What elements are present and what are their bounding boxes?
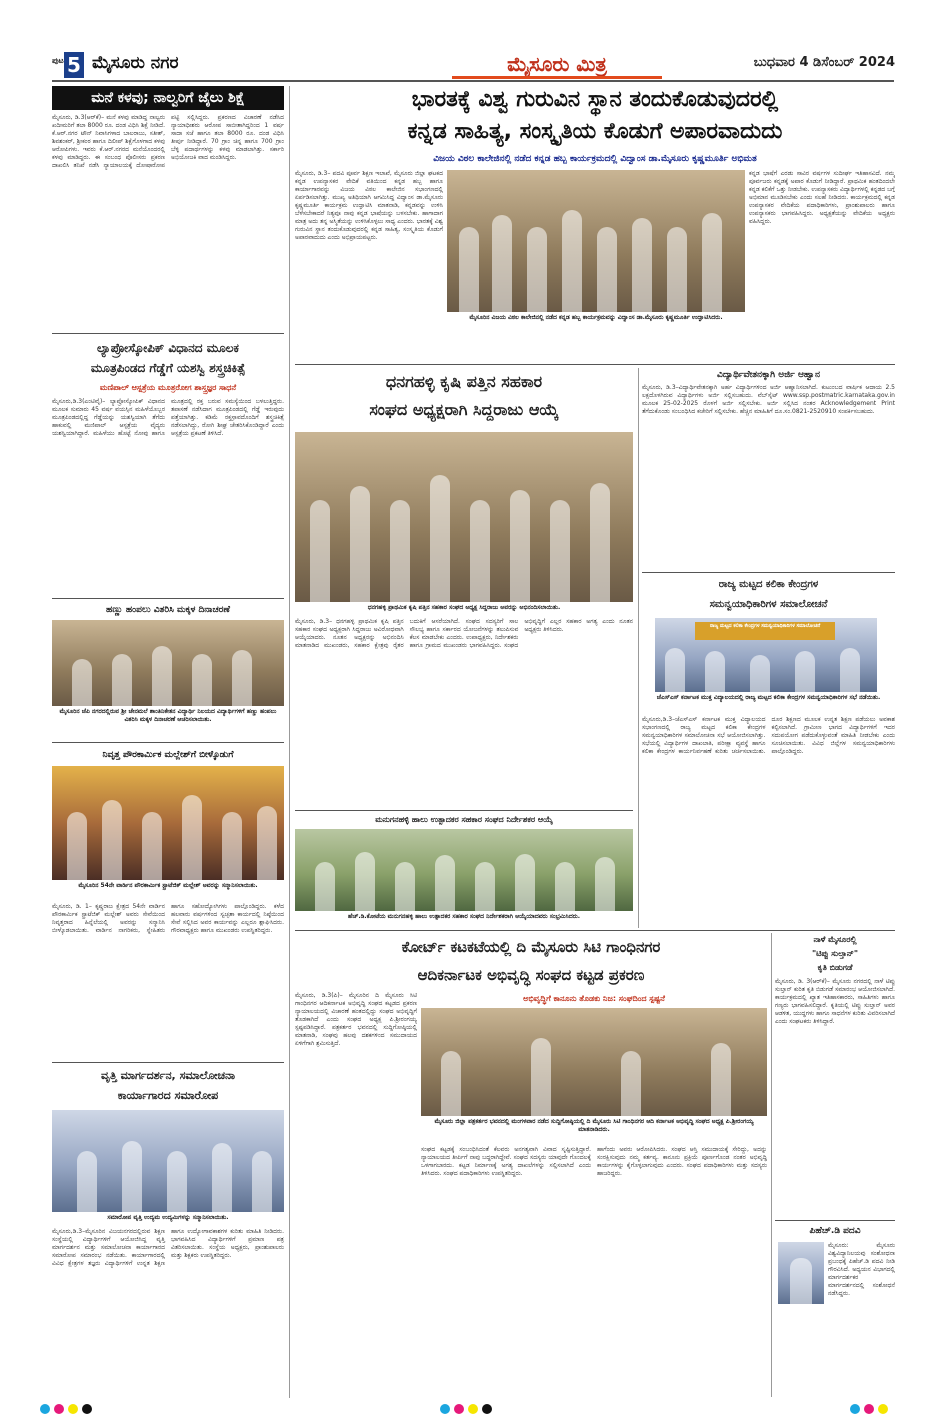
- phd-headline: ಪಿಹೆಚ್.ಡಿ ಪದವಿ: [809, 1226, 861, 1236]
- newspaper-name: ಮೈಸೂರು ಮಿತ್ರ: [507, 52, 607, 76]
- tippu-headline-line3: ಕೃತಿ ಬಿಡುಗಡೆ: [817, 963, 853, 972]
- teachers-caption: ಜೆಎಸ್‌ಎಸ್ ಕರ್ನಾಟಕ ಮುಕ್ತ ವಿದ್ಯಾಲಯದಲ್ಲಿ ರಾಜ್ಯ ಮಟ್ಟದ ಕಲಿಕಾ ಕೇಂದ್ರಗಳ ಸಮನ್ವಯಾಧಿಕಾರಿಗಳ ಸಭೆ ನಡೆಯಿತು.: [656, 694, 881, 701]
- page-number: 5: [64, 52, 84, 78]
- career-caption: ಸಮಾರೋಪ ವೃತ್ತಿ ಉದ್ಯಮ ಉದ್ಯಮಿಗಳನ್ನು ಸನ್ಮಾನಿಸಲಾಯಿತು.: [107, 1214, 229, 1221]
- divider: [295, 930, 895, 931]
- scholarship-body: ಮೈಸೂರು, ಡಿ.3–ವಿದ್ಯಾರ್ಥಿವೇತನಕ್ಕಾಗಿ ಅರ್ಹ ವಿದ್ಯಾರ್ಥಿಗಳಿಂದ ಅರ್ಜಿ ಆಹ್ವಾನಿಸಲಾಗಿದೆ. ಕುಟುಂಬದ ವಾರ್ಷಿಕ ಆದಾಯ 2.5 ಲಕ್ಷದೊಳಗಿರುವ ವಿದ್ಯಾರ್ಥಿಗಳು ಅರ್ಜಿ ಸಲ್ಲಿಸಬಹುದು. ವೆಬ್‌ಸೈಟ್ www.ssp.postmatric.karnataka.gov.in ಮೂಲಕ 25-02-2025 ರೊಳಗೆ ಅರ್ಜಿ ಸಲ್ಲಿಸಬೇಕು. ಅರ್ಜಿ ಸಲ್ಲಿಸಿದ ನಂತರ Acknowledgement Print ತೆಗೆದುಕೊಂಡು ಸಂಬಂಧಿಸಿದ ಕಚೇರಿಗೆ ಸಲ್ಲಿಸಬೇಕು. ಹೆಚ್ಚಿನ ಮಾಹಿತಿಗೆ ದೂ.ಸಂ.0821-2520910 ಸಂಪರ್ಕಿಸಬಹುದು.: [642, 384, 895, 415]
- career-photo: [52, 1110, 284, 1212]
- registration-mark: [82, 1404, 92, 1414]
- registration-mark: [54, 1404, 64, 1414]
- jail-headline: ಮನೆ ಕಳವು; ನಾಲ್ವರಿಗೆ ಜೈಲು ಶಿಕ್ಷೆ: [52, 86, 284, 110]
- column-rule: [289, 86, 290, 1398]
- registration-mark: [40, 1404, 50, 1414]
- teachers-headline-line1: ರಾಜ್ಯ ಮಟ್ಟದ ಕಲಿಕಾ ಕೇಂದ್ರಗಳ: [718, 579, 819, 590]
- registration-mark: [850, 1404, 860, 1414]
- laparoscopy-headline-line1: ಲ್ಯಾಪ್ರೋಸ್ಕೋಪಿಕ್ ವಿಧಾನದ ಮೂಲಕ: [97, 341, 239, 355]
- column-rule: [638, 368, 639, 928]
- career-body: ಮೈಸೂರು,ಡಿ.3–ಮೈಸೂರಿನ ವಿಜಯನಗರದಲ್ಲಿರುವ ಶಿಕ್ಷಣ ಸಂಸ್ಥೆಯಲ್ಲಿ ವಿದ್ಯಾರ್ಥಿಗಳಿಗೆ ಆಯೋಜಿಸಿದ್ದ ವೃತ್ತಿ ಮಾರ್ಗದರ್ಶನ ಮತ್ತು ಸಮಾಲೋಚನಾ ಕಾರ್ಯಾಗಾರದ ಸಮಾರೋಪ ಸಮಾರಂಭ ನಡೆಯಿತು. ಕಾರ್ಯಾಗಾರದಲ್ಲಿ ವಿವಿಧ ಕ್ಷೇತ್ರಗಳ ತಜ್ಞರು ವಿದ್ಯಾರ್ಥಿಗಳಿಗೆ ಉನ್ನತ ಶಿಕ್ಷಣ ಹಾಗೂ ಉದ್ಯೋಗಾವಕಾಶಗಳ ಕುರಿತು ಮಾಹಿತಿ ನೀಡಿದರು. ಭಾಗವಹಿಸಿದ ವಿದ್ಯಾರ್ಥಿಗಳಿಗೆ ಪ್ರಮಾಣ ಪತ್ರ ವಿತರಿಸಲಾಯಿತು. ಸಂಸ್ಥೆಯ ಅಧ್ಯಕ್ಷರು, ಪ್ರಾಂಶುಪಾಲರು ಮತ್ತು ಶಿಕ್ಷಕರು ಉಪಸ್ಥಿತರಿದ್ದರು.: [52, 1228, 284, 1267]
- divider: [775, 1220, 895, 1221]
- page-label: ಪುಟ: [52, 56, 64, 65]
- cooperative-headline-line1: ಧನಗಹಳ್ಳಿ ಕೃಷಿ ಪತ್ತಿನ ಸಹಕಾರ: [385, 372, 543, 391]
- teachers-photo: [655, 618, 877, 692]
- court-caption: ಮೈಸೂರು ಜಿಲ್ಲಾ ಪತ್ರಕರ್ತರ ಭವನದಲ್ಲಿ ಮಂಗಳವಾರ ನಡೆದ ಸುದ್ದಿಗೋಷ್ಠಿಯಲ್ಲಿ ದಿ ಮೈಸೂರು ಸಿಟಿ ಗಾಂಧಿನಗರ ಆದಿ ಕರ್ನಾಟಕ ಅಭಿವೃದ್ಧಿ ಸಂಘದ ಅಧ್ಯಕ್ಷ ಪಿ.ಶ್ರೀರಂಗಯ್ಯ ಮಾತನಾಡಿದರು.: [434, 1118, 754, 1133]
- column-rule: [771, 933, 772, 1397]
- registration-mark: [878, 1404, 888, 1414]
- divider: [52, 742, 284, 743]
- jail-body: ಮೈಸೂರು, ಡಿ.3(ಆರ್‌ಕೆ)– ಮನೆ ಕಳವು ಮಾಡಿದ್ದ ನಾಲ್ವರು ಖದೀಮರಿಗೆ ತಲಾ 8000 ರೂ. ದಂಡ ವಿಧಿಸಿ ಶಿಕ್ಷೆ ನೀಡಿದೆ. ಕೆ.ಆರ್.ನಗರ ಟೌನ್ ನಿವಾಸಿಗಳಾದ ಬಾಲರಾಜು, ಸತೀಶ್, ಶಿವಶಂಕರ್, ಶ್ರೀಕಂಠ ಹಾಗೂ ದಿಲೀಪ್ ಶಿಕ್ಷೆಗೊಳಗಾದ ಕಳವು ಆರೋಪಿಗಳು. ಇವರು ಕೆ.ಆರ್.ನಗರದ ಮನೆಯೊಂದರಲ್ಲಿ ಕಳವು ಮಾಡಿದ್ದರು. ಈ ಸಂಬಂಧ ಪೊಲೀಸರು ಪ್ರಕರಣ ದಾಖಲಿಸಿ ತನಿಖೆ ನಡೆಸಿ ನ್ಯಾಯಾಲಯಕ್ಕೆ ದೋಷಾರೋಪ ಪಟ್ಟಿ ಸಲ್ಲಿಸಿದ್ದರು. ಪ್ರಕರಣದ ವಿಚಾರಣೆ ನಡೆಸಿದ ನ್ಯಾಯಾಧೀಶರು ಆರೋಪ ಸಾಬೀತಾಗಿದ್ದರಿಂದ 1 ವರ್ಷ ಸಾದಾ ಸಜೆ ಹಾಗೂ ತಲಾ 8000 ರೂ. ದಂಡ ವಿಧಿಸಿ ತೀರ್ಪು ನೀಡಿದ್ದಾರೆ. 70 ಗ್ರಾಂ ಚಿನ್ನ ಹಾಗೂ 700 ಗ್ರಾಂ ಬೆಳ್ಳಿ ಪದಾರ್ಥಗಳನ್ನು ಕಳವು ಮಾಡಲಾಗಿತ್ತು. ಸರ್ಕಾರಿ ಅಭಿಯೋಜಕಿ ವಾದ ಮಂಡಿಸಿದ್ದರು.: [52, 114, 284, 169]
- court-body-right: ಹಾಗೆಂದು ಅವರು ಆರೋಪಿಸಿದರು. ಸಂಘದ ಆಸ್ತಿ ಸಮುದಾಯಕ್ಕೆ ಸೇರಿದ್ದು, ಅದನ್ನು ಸಂರಕ್ಷಿಸುವುದು ನಮ್ಮ ಕರ್ತವ್ಯ. ಕಾನೂನು ಪ್ರಕ್ರಿಯೆ ಪೂರ್ಣಗೊಂಡ ನಂತರ ಅಭಿವೃದ್ಧಿ ಕಾರ್ಯಗಳನ್ನು ಕೈಗೊಳ್ಳಲಾಗುವುದು ಎಂದರು. ಸಂಘದ ಪದಾಧಿಕಾರಿಗಳು ಮತ್ತು ಸದಸ್ಯರು ಹಾಜರಿದ್ದರು.: [597, 1146, 767, 1177]
- newspaper-masthead: [452, 52, 662, 79]
- divider: [52, 1062, 284, 1063]
- court-body-left: ಮೈಸೂರು, ಡಿ.3(ಪಿ)– ಮೈಸೂರಿನ ದಿ ಮೈಸೂರು ಸಿಟಿ ಗಾಂಧಿನಗರ ಆದಿಕರ್ನಾಟಕ ಅಭಿವೃದ್ಧಿ ಸಂಘದ ಕಟ್ಟಡದ ಪ್ರಕರಣ ನ್ಯಾಯಾಲಯದಲ್ಲಿ ವಿಚಾರಣೆ ಹಂತದಲ್ಲಿದ್ದು ಸಂಘದ ಅಭಿವೃದ್ಧಿಗೆ ತೊಡಕಾಗಿದೆ ಎಂದು ಸಂಘದ ಅಧ್ಯಕ್ಷ ಪಿ.ಶ್ರೀರಂಗಯ್ಯ ಸ್ಪಷ್ಟಪಡಿಸಿದ್ದಾರೆ. ಪತ್ರಕರ್ತರ ಭವನದಲ್ಲಿ ಸುದ್ದಿಗೋಷ್ಠಿಯಲ್ಲಿ ಮಾತನಾಡಿ, ಸಂಘವು ಹಲವು ದಶಕಗಳಿಂದ ಸಮುದಾಯದ ಏಳಿಗೆಗಾಗಿ ಶ್ರಮಿಸುತ್ತಿದೆ.: [295, 992, 417, 1047]
- registration-mark: [864, 1404, 874, 1414]
- retired-photo: [52, 766, 284, 880]
- tippu-body: ಮೈಸೂರು, ಡಿ. 3(ಆರ್‌ಕೆ)– ಮೈಸೂರು ನಗರದಲ್ಲಿ ನಾಳೆ ಟಿಪ್ಪು ಸುಲ್ತಾನ್ ಕುರಿತ ಕೃತಿ ಬಿಡುಗಡೆ ಸಮಾರಂಭ ಆಯೋಜಿಸಲಾಗಿದೆ. ಕಾರ್ಯಕ್ರಮದಲ್ಲಿ ಖ್ಯಾತ ಇತಿಹಾಸಕಾರರು, ಸಾಹಿತಿಗಳು ಹಾಗೂ ಗಣ್ಯರು ಭಾಗವಹಿಸಲಿದ್ದಾರೆ. ಕೃತಿಯಲ್ಲಿ ಟಿಪ್ಪು ಸುಲ್ತಾನ್ ಅವರ ಆಡಳಿತ, ಯುದ್ಧಗಳು ಹಾಗೂ ಸಾಧನೆಗಳ ಕುರಿತು ವಿವರಿಸಲಾಗಿದೆ ಎಂದು ಸಂಘಟಕರು ತಿಳಿಸಿದ್ದಾರೆ.: [775, 978, 895, 1025]
- header-rule: [52, 80, 894, 82]
- retired-headline: ನಿವೃತ್ತ ಪೌರಕಾರ್ಮಿಕ ಮಲ್ಲೇಶ್‌ಗೆ ಬೀಳ್ಕೊಡುಗೆ: [52, 746, 284, 764]
- phd-portrait: [778, 1242, 824, 1304]
- court-headline: [295, 933, 767, 989]
- court-body-mid: ಸಂಘದ ಕಟ್ಟಡಕ್ಕೆ ಸಂಬಂಧಿಸಿದಂತೆ ಕೆಲವರು ಅನಗತ್ಯವಾಗಿ ವಿವಾದ ಸೃಷ್ಟಿಸುತ್ತಿದ್ದಾರೆ. ನ್ಯಾಯಾಲಯದ ತೀರ್ಪಿಗೆ ನಾವು ಬದ್ಧರಾಗಿದ್ದೇವೆ. ಸಂಘದ ಸದಸ್ಯರು ಯಾವುದೇ ಗೊಂದಲಕ್ಕೆ ಒಳಗಾಗಬಾರದು. ಕಟ್ಟಡ ನಿರ್ಮಾಣಕ್ಕೆ ಅಗತ್ಯ ದಾಖಲೆಗಳನ್ನು ಸಲ್ಲಿಸಲಾಗಿದೆ ಎಂದು ತಿಳಿಸಿದರು. ಸಂಘದ ಪದಾಧಿಕಾರಿಗಳು ಉಪಸ್ಥಿತರಿದ್ದರು.: [421, 1146, 591, 1177]
- career-headline: [52, 1066, 284, 1106]
- lead-body-right: ಕನ್ನಡ ಭಾಷೆಗೆ ಎರಡು ಸಾವಿರ ವರ್ಷಗಳ ಸುದೀರ್ಘ ಇತಿಹಾಸವಿದೆ. ನಮ್ಮ ಪೂರ್ವಜರು ಕನ್ನಡಕ್ಕೆ ಅಪಾರ ಕೊಡುಗೆ ನೀಡಿದ್ದಾರೆ. ಪ್ರಾಥಮಿಕ ಹಂತದಿಂದಲೇ ಕನ್ನಡ ಕಲಿಕೆಗೆ ಒತ್ತು ನೀಡಬೇಕು. ಉಪನ್ಯಾಸಕರು ವಿದ್ಯಾರ್ಥಿಗಳಲ್ಲಿ ಕನ್ನಡದ ಬಗ್ಗೆ ಅಭಿಮಾನ ಮೂಡಿಸಬೇಕು ಎಂದು ಸಲಹೆ ನೀಡಿದರು. ಕಾರ್ಯಕ್ರಮದಲ್ಲಿ ಕನ್ನಡ ಉಪನ್ಯಾಸಕರ ವೇದಿಕೆಯ ಪದಾಧಿಕಾರಿಗಳು, ಪ್ರಾಂಶುಪಾಲರು ಹಾಗೂ ಉಪನ್ಯಾಸಕರು ಭಾಗವಹಿಸಿದ್ದರು. ಅಧ್ಯಕ್ಷತೆಯನ್ನು ವೇದಿಕೆಯ ಅಧ್ಯಕ್ಷರು ವಹಿಸಿದ್ದರು.: [749, 170, 895, 225]
- lead-headline-line1: ಭಾರತಕ್ಕೆ ವಿಶ್ವ ಗುರುವಿನ ಸ್ಥಾನ ತಂದುಕೊಡುವುದರಲ್ಲಿ: [411, 87, 779, 112]
- cooperative-body: ಮೈಸೂರು, ಡಿ.3– ಧನಗಹಳ್ಳಿ ಪ್ರಾಥಮಿಕ ಕೃಷಿ ಪತ್ತಿನ ಸಹಕಾರ ಸಂಘದ ಅಧ್ಯಕ್ಷರಾಗಿ ಸಿದ್ದರಾಜು ಅವಿರೋಧವಾಗಿ ಆಯ್ಕೆಯಾದರು. ನೂತನ ಅಧ್ಯಕ್ಷರನ್ನು ಅಭಿನಂದಿಸಿ ಮಾತನಾಡಿದ ಮುಖಂಡರು, ಸಹಕಾರ ಕ್ಷೇತ್ರವು ರೈತರ ಬದುಕಿಗೆ ಆಸರೆಯಾಗಿದೆ. ಸಂಘದ ಸದಸ್ಯರಿಗೆ ಸಾಲ ಸೌಲಭ್ಯ ಹಾಗೂ ಸರ್ಕಾರದ ಯೋಜನೆಗಳನ್ನು ತಲುಪಿಸುವ ಕೆಲಸ ಮಾಡಬೇಕು ಎಂದರು. ಉಪಾಧ್ಯಕ್ಷರು, ನಿರ್ದೇಶಕರು ಹಾಗೂ ಗ್ರಾಮದ ಮುಖಂಡರು ಭಾಗವಹಿಸಿದ್ದರು. ಸಂಘದ ಅಭಿವೃದ್ಧಿಗೆ ಎಲ್ಲರ ಸಹಕಾರ ಅಗತ್ಯ ಎಂದು ನೂತನ ಅಧ್ಯಕ್ಷರು ತಿಳಿಸಿದರು.: [295, 618, 633, 649]
- laparoscopy-headline-line2: ಮೂತ್ರಪಿಂಡದ ಗೆಡ್ಡೆಗೆ ಯಶಸ್ವಿ ಶಸ್ತ್ರಚಿಕಿತ್ಸೆ: [90, 361, 246, 375]
- tippu-headline-line1: ನಾಳೆ ಮೈಸೂರಲ್ಲಿ: [813, 935, 857, 944]
- retired-caption: ಮೈಸೂರಿನ 54ನೇ ವಾರ್ಡಿನ ಪೌರಕಾರ್ಮಿಕ ಸ್ಟ್ರಾಟೆಜಿಕ್ ಮಲ್ಲೇಶ್ ಅವರನ್ನು ಸನ್ಮಾನಿಸಲಾಯಿತು.: [78, 882, 258, 889]
- lead-body-left: ಮೈಸೂರು, ಡಿ.3– ಪದವಿ ಪೂರ್ವ ಶಿಕ್ಷಣ ಇಲಾಖೆ, ಮೈಸೂರು ಜಿಲ್ಲಾ ಘಟಕದ ಕನ್ನಡ ಉಪನ್ಯಾಸಕರ ವೇದಿಕೆ ವತಿಯಿಂದ ಕನ್ನಡ ಹಬ್ಬ ಹಾಗೂ ಕಾರ್ಯಾಗಾರವನ್ನು ವಿಜಯ ವಿಠಲ ಕಾಲೇಜಿನ ಸಭಾಂಗಣದಲ್ಲಿ ಏರ್ಪಡಿಸಲಾಗಿತ್ತು. ಮುಖ್ಯ ಅತಿಥಿಯಾಗಿ ಆಗಮಿಸಿದ್ದ ವಿದ್ವಾಂಸ ಡಾ.ಮೈಸೂರು ಕೃಷ್ಣಮೂರ್ತಿ ಕಾರ್ಯಕ್ರಮ ಉದ್ಘಾಟಿಸಿ ಮಾತನಾಡಿ, ಕನ್ನಡವನ್ನು ಉಳಿಸಿ ಬೆಳೆಸಬೇಕಾದರೆ ನಿತ್ಯವೂ ನಾವು ಕನ್ನಡ ಭಾಷೆಯನ್ನು ಬಳಸಬೇಕು. ಹಾಗಾದಾಗ ಮಾತ್ರ ಅದು ತನ್ನ ಅಸ್ಮಿತೆಯನ್ನು ಉಳಿಸಿಕೊಳ್ಳಲು ಸಾಧ್ಯ ಎಂದರು. ಭಾರತಕ್ಕೆ ವಿಶ್ವ ಗುರುವಿನ ಸ್ಥಾನ ತಂದುಕೊಡುವುದರಲ್ಲಿ ಕನ್ನಡ ಸಾಹಿತ್ಯ, ಸಂಸ್ಕೃತಿಯ ಕೊಡುಗೆ ಅಪಾರವಾದುದು ಎಂದು ಅಭಿಪ್ರಾಯಪಟ್ಟರು.: [295, 170, 443, 241]
- divider: [295, 810, 633, 811]
- registration-mark: [454, 1404, 464, 1414]
- registration-mark: [482, 1404, 492, 1414]
- cooperative-caption: ಧನಗಹಳ್ಳಿ ಪ್ರಾಥಮಿಕ ಕೃಷಿ ಪತ್ತಿನ ಸಹಕಾರ ಸಂಘದ ಅಧ್ಯಕ್ಷ ಸಿದ್ದರಾಜು ಅವರನ್ನು ಅಭಿನಂದಿಸಲಾಯಿತು.: [367, 604, 561, 611]
- divider: [52, 598, 284, 599]
- scholarship-headline: ವಿದ್ಯಾರ್ಥಿವೇತನಕ್ಕಾಗಿ ಅರ್ಜಿ ಆಹ್ವಾನ: [717, 370, 820, 380]
- fruits-headline: ಹಣ್ಣು ಹಂಪಲು ವಿತರಿಸಿ ಮಕ್ಕಳ ದಿನಾಚರಣೆ: [106, 605, 230, 615]
- career-headline-line2: ಕಾರ್ಯಾಗಾರದ ಸಮಾರೋಪ: [117, 1089, 219, 1102]
- fruits-caption: ಮೈಸೂರಿನ ಜೆಪಿ ನಗರದಲ್ಲಿರುವ ಶ್ರೀ ಜೇನಮಲೆ ಶಾಂತಿನಿಕೇತನ ವಿದ್ಯಾರ್ಥಿ ನಿಲಯದ ವಿದ್ಯಾರ್ಥಿಗಳಿಗೆ ಹಣ್ಣು ಹಂಪಲು ವಿತರಿಸಿ ಮಕ್ಕಳ ದಿನಾಚರಣೆ ಆಚರಿಸಲಾಯಿತು.: [59, 708, 277, 723]
- section-title: ಮೈಸೂರು ನಗರ: [92, 53, 179, 73]
- issue-date: ಬುಧವಾರ 4 ಡಿಸೆಂಬರ್ 2024: [753, 55, 895, 70]
- teachers-banner: ರಾಜ್ಯ ಮಟ್ಟದ ಕಲಿಕಾ ಕೇಂದ್ರಗಳ ಸಮನ್ವಯಾಧಿಕಾರಿಗಳ ಸಮಾಲೋಚನೆ: [695, 622, 835, 640]
- registration-mark: [68, 1404, 78, 1414]
- fruits-photo: [52, 620, 284, 706]
- laparoscopy-body: ಮೈಸೂರು,ಡಿ.3(ಎಂಟಿವೈ)– ಲ್ಯಾಪ್ರೋಸ್ಕೋಪಿಕ್ ವಿಧಾನದ ಮೂಲಕ ಸುಮಾರು 45 ವರ್ಷ ವಯಸ್ಸಿನ ಮಹಿಳೆಯೊಬ್ಬರ ಮೂತ್ರಪಿಂಡದಲ್ಲಿದ್ದ ಗೆಡ್ಡೆಯನ್ನು ಯಶಸ್ವಿಯಾಗಿ ತೆಗೆದು ಹಾಕುವಲ್ಲಿ ಮಣಿಪಾಲ್ ಆಸ್ಪತ್ರೆಯ ವೈದ್ಯರು ಯಶಸ್ವಿಯಾಗಿದ್ದಾರೆ. ಮಹಿಳೆಯು ಹೊಟ್ಟೆ ನೋವು ಹಾಗೂ ಮೂತ್ರದಲ್ಲಿ ರಕ್ತ ಬರುವ ಸಮಸ್ಯೆಯಿಂದ ಬಳಲುತ್ತಿದ್ದರು. ತಪಾಸಣೆ ನಡೆಸಿದಾಗ ಮೂತ್ರಪಿಂಡದಲ್ಲಿ ಗೆಡ್ಡೆ ಇರುವುದು ಪತ್ತೆಯಾಗಿತ್ತು. ಕಡಿಮೆ ರಕ್ತಸ್ರಾವದೊಂದಿಗೆ ಶಸ್ತ್ರಚಿಕಿತ್ಸೆ ನಡೆಸಲಾಗಿದ್ದು, ರೋಗಿ ಶೀಘ್ರ ಚೇತರಿಸಿಕೊಂಡಿದ್ದಾರೆ ಎಂದು ಆಸ್ಪತ್ರೆಯ ಪ್ರಕಟಣೆ ತಿಳಿಸಿದೆ.: [52, 398, 284, 437]
- milk-caption: ಹೆಚ್.ಡಿ.ಕೋಟೆಯ ಮನುಗನಹಳ್ಳಿ ಹಾಲು ಉತ್ಪಾದಕರ ಸಹಕಾರ ಸಂಘದ ನಿರ್ದೇಶಕರಾಗಿ ಆಯ್ಕೆಯಾದವರು ಸಂಭ್ರಮಿಸಿದರು.: [347, 913, 581, 920]
- cooperative-photo: [295, 432, 633, 602]
- lead-photo: [447, 170, 745, 312]
- divider: [295, 364, 895, 365]
- court-headline-line2: ಆದಿಕರ್ನಾಟಕ ಅಭಿವೃದ್ಧಿ ಸಂಘದ ಕಟ್ಟಡ ಪ್ರಕರಣ: [417, 966, 645, 984]
- court-subhead: ಅಭಿವೃದ್ಧಿಗೆ ಕಾನೂನು ತೊಡಕು ನಿಜ: ಸಂಘದಿಂದ ಸ್ಪಷ್ಟನೆ: [523, 994, 665, 1003]
- court-headline-line1: ಕೋರ್ಟ್ ಕಟಕಟೆಯಲ್ಲಿ ದಿ ಮೈಸೂರು ಸಿಟಿ ಗಾಂಧಿನಗರ: [401, 938, 661, 956]
- page-header: [52, 52, 284, 78]
- court-photo: [421, 1008, 767, 1116]
- registration-mark: [440, 1404, 450, 1414]
- laparoscopy-headline: [52, 338, 284, 380]
- milk-photo: [295, 829, 633, 911]
- cooperative-headline: [295, 368, 633, 428]
- divider: [52, 333, 284, 334]
- teachers-headline: [642, 575, 895, 615]
- phd-body: ಮೈಸೂರು: ಮೈಸೂರು ವಿಶ್ವವಿದ್ಯಾನಿಲಯವು ಸಂಶೋಧನಾ ಪ್ರಬಂಧಕ್ಕೆ ಪಿಹೆಚ್.ಡಿ ಪದವಿ ನೀಡಿ ಗೌರವಿಸಿದೆ. ಅಧ್ಯಯನ ವಿಭಾಗದಲ್ಲಿ ಮಾರ್ಗದರ್ಶಕರ ಮಾರ್ಗದರ್ಶನದಲ್ಲಿ ಸಂಶೋಧನೆ ನಡೆಸಿದ್ದರು.: [828, 1242, 895, 1297]
- laparoscopy-subhead: ಮಣಿಪಾಲ್ ಆಸ್ಪತ್ರೆಯ ಮೂತ್ರರೋಗ ಶಾಸ್ತ್ರಜ್ಞರ ಸಾಧನೆ: [99, 383, 237, 392]
- lead-photo-caption: ಮೈಸೂರಿನ ವಿಜಯ ವಿಠಲ ಕಾಲೇಜಿನಲ್ಲಿ ನಡೆದ ಕನ್ನಡ ಹಬ್ಬ ಕಾರ್ಯಕ್ರಮವನ್ನು ವಿದ್ವಾಂಸ ಡಾ.ಮೈಸೂರು ಕೃಷ್ಣಮೂರ್ತಿ ಉದ್ಘಾಟಿಸಿದರು.: [469, 314, 723, 321]
- lead-headline: [295, 84, 895, 150]
- divider: [642, 572, 895, 573]
- milk-headline: ಮನುಗನಹಳ್ಳಿ ಹಾಲು ಉತ್ಪಾದಕರ ಸಹಕಾರ ಸಂಘದ ನಿರ್ದೇಶಕರ ಆಯ್ಕೆ: [375, 815, 553, 824]
- teachers-body: ಮೈಸೂರು,ಡಿ.3–ಜೆಎಸ್‌ಎಸ್ ಕರ್ನಾಟಕ ಮುಕ್ತ ವಿದ್ಯಾಲಯದ ಸಭಾಂಗಣದಲ್ಲಿ ರಾಜ್ಯ ಮಟ್ಟದ ಕಲಿಕಾ ಕೇಂದ್ರಗಳ ಸಮನ್ವಯಾಧಿಕಾರಿಗಳ ಸಮಾಲೋಚನಾ ಸಭೆ ಆಯೋಜಿಸಲಾಗಿತ್ತು. ಸಭೆಯಲ್ಲಿ ವಿದ್ಯಾರ್ಥಿಗಳ ದಾಖಲಾತಿ, ಪರೀಕ್ಷಾ ವ್ಯವಸ್ಥೆ ಹಾಗೂ ಕಲಿಕಾ ಕೇಂದ್ರಗಳ ಕಾರ್ಯನಿರ್ವಹಣೆ ಕುರಿತು ಚರ್ಚಿಸಲಾಯಿತು. ದೂರ ಶಿಕ್ಷಣದ ಮೂಲಕ ಉನ್ನತ ಶಿಕ್ಷಣ ಪಡೆಯಲು ಅವಕಾಶ ಕಲ್ಪಿಸಲಾಗಿದೆ. ಗ್ರಾಮೀಣ ಭಾಗದ ವಿದ್ಯಾರ್ಥಿಗಳಿಗೆ ಇದರ ಸದುಪಯೋಗ ಪಡೆದುಕೊಳ್ಳುವಂತೆ ಮಾಹಿತಿ ನೀಡಬೇಕು ಎಂದು ಸೂಚಿಸಲಾಯಿತು. ವಿವಿಧ ಜಿಲ್ಲೆಗಳ ಸಮನ್ವಯಾಧಿಕಾರಿಗಳು ಪಾಲ್ಗೊಂಡಿದ್ದರು.: [642, 716, 895, 755]
- lead-headline-line2: ಕನ್ನಡ ಸಾಹಿತ್ಯ, ಸಂಸ್ಕೃತಿಯ ಕೊಡುಗೆ ಅಪಾರವಾದುದು: [407, 119, 783, 144]
- lead-subhead: ವಿಜಯ ವಿಠಲ ಕಾಲೇಜಿನಲ್ಲಿ ನಡೆದ ಕನ್ನಡ ಹಬ್ಬ ಕಾರ್ಯಕ್ರಮದಲ್ಲಿ ವಿದ್ವಾಂಸ ಡಾ.ಮೈಸೂರು ಕೃಷ್ಣಮೂರ್ತಿ ಅಭಿಮತ: [433, 154, 757, 164]
- cooperative-headline-line2: ಸಂಘದ ಅಧ್ಯಕ್ಷರಾಗಿ ಸಿದ್ದರಾಜು ಆಯ್ಕೆ: [369, 400, 559, 419]
- registration-mark: [468, 1404, 478, 1414]
- tippu-headline: [775, 933, 895, 975]
- retired-body: ಮೈಸೂರು, ಡಿ. 1– ಕೃಷ್ಣರಾಜ ಕ್ಷೇತ್ರದ 54ನೇ ವಾರ್ಡಿನ ಪೌರಕಾರ್ಮಿಕ ಸ್ಟ್ರಾಟೆಜಿಕ್ ಮಲ್ಲೇಶ್ ಅವರು ಸೇವೆಯಿಂದ ನಿವೃತ್ತರಾದ ಹಿನ್ನೆಲೆಯಲ್ಲಿ ಅವರನ್ನು ಸನ್ಮಾನಿಸಿ ಬೀಳ್ಕೊಡಲಾಯಿತು. ವಾರ್ಡಿನ ನಾಗರಿಕರು, ಸ್ನೇಹಿತರು ಹಾಗೂ ಸಹೋದ್ಯೋಗಿಗಳು ಪಾಲ್ಗೊಂಡಿದ್ದರು. ಕಳೆದ ಹಲವಾರು ವರ್ಷಗಳಿಂದ ಸ್ವಚ್ಛತಾ ಕಾರ್ಯದಲ್ಲಿ ನಿಷ್ಠೆಯಿಂದ ಸೇವೆ ಸಲ್ಲಿಸಿದ ಅವರ ಕಾರ್ಯವನ್ನು ಎಲ್ಲರೂ ಶ್ಲಾಘಿಸಿದರು. ಗೌರವಾಧ್ಯಕ್ಷರು ಹಾಗೂ ಮುಖಂಡರು ಉಪಸ್ಥಿತರಿದ್ದರು.: [52, 903, 284, 934]
- teachers-headline-line2: ಸಮನ್ವಯಾಧಿಕಾರಿಗಳ ಸಮಾಲೋಚನೆ: [709, 599, 828, 610]
- career-headline-line1: ವೃತ್ತಿ ಮಾರ್ಗದರ್ಶನ, ಸಮಾಲೋಚನಾ: [100, 1069, 236, 1082]
- tippu-headline-line2: "ಟಿಪ್ಪು ಸುಲ್ತಾನ್": [812, 949, 858, 958]
